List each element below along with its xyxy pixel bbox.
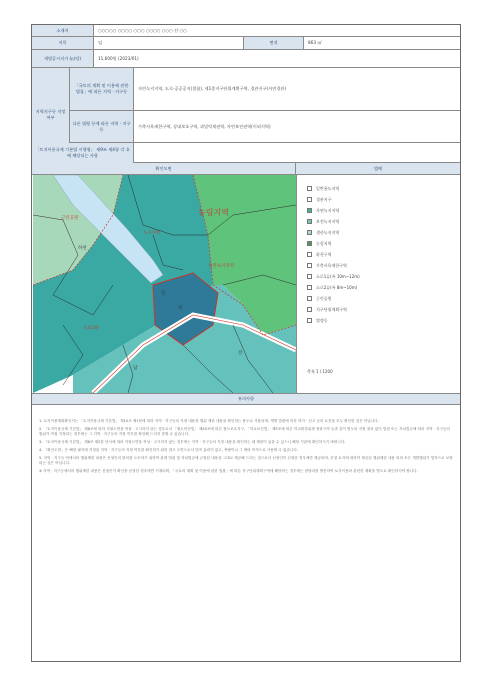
legend-swatch	[307, 252, 312, 257]
legend-label: 생산녹지지역	[316, 229, 340, 235]
legend-item	[307, 227, 461, 238]
map-section-title: 확인도면	[32, 163, 296, 174]
legend-item	[307, 194, 461, 205]
legend-label: 가축사육제한구역	[316, 262, 347, 268]
national-law-row	[70, 68, 460, 111]
site-map-drawing	[33, 175, 296, 393]
note-paragraph: 1. 토지이용계획확인서는 「토지이용규제 기본법」 제10조 제1항에 따라 지역 · 지구등의 지정 내용과 행위 제한 내용을 확인하는 용도로 사용되며, 개별 법령에 의한 허가 · 신고 등의 요건을 모두 확인한 것은 아닙니다.	[39, 419, 379, 423]
legend-item	[307, 315, 461, 326]
legend-swatch	[307, 241, 312, 246]
legend-swatch	[307, 263, 312, 268]
supplementary-row	[32, 143, 460, 163]
legend-label: 소로2류(폭 8m~10m)	[316, 284, 358, 290]
location-row	[32, 25, 460, 37]
map-label-natural-green: 자연녹지지역	[208, 264, 235, 269]
price-row	[32, 50, 460, 68]
supplementary-label: 「토지이용규제 기본법 시행령」 제9조 제4항 각 호에 해당되는 사항	[32, 143, 134, 163]
note-paragraph: 4. 「확인도면」은 해당 필지에 지정된 지역 · 지구등의 지정 여부를 확인하기 위한 참고 도면으로서 법적 효력이 없고, 측량이나 그 밖의 목적으로 사용할 수 없습니다.	[39, 448, 299, 452]
site-map	[33, 175, 296, 393]
other-law-row	[70, 111, 460, 143]
legend-item	[307, 205, 461, 216]
note-paragraph: 3. 「토지이용규제 기본법」 제8조 제2항 단서에 따라 지형도면을 작성 · 고시하지 않는 경우에는 지역 · 지구등의 지정 내용을 확인하는 데 제한이 있을 수 있으니 해당 기관에 확인하시기 바랍니다.	[39, 440, 346, 444]
legend-swatch	[307, 307, 312, 312]
legend-swatch	[307, 197, 312, 202]
supplementary-value	[134, 143, 460, 163]
land-use-certificate	[31, 24, 461, 662]
legend-item	[307, 271, 461, 282]
legend-label: 소로1류(폭 10m~12m)	[316, 273, 360, 279]
map-header-row	[32, 163, 460, 175]
legend-swatch	[307, 208, 312, 213]
legend-swatch	[307, 274, 312, 279]
legend-panel	[296, 175, 461, 393]
legend-label: 법정동	[316, 317, 328, 323]
legend-item	[307, 293, 461, 304]
legend-item	[307, 249, 461, 260]
map-label-lot-c: 전	[238, 351, 243, 356]
legend-item	[307, 238, 461, 249]
category-area-row	[32, 37, 460, 50]
category-label: 지목	[32, 37, 94, 49]
legend-list	[297, 183, 461, 326]
location-value: ○○○○○ ○○○○ ○○○ ○○○○ ○○○ 산 ○○	[98, 27, 187, 33]
note-paragraph: 5. 지역 · 지구등 안에서의 행위제한 내용은 신청인의 편의를 도모하기 위하여 관계 법령 및 자치법규에 규정된 내용을 그대로 제공해 드리는 것으로서 신청인이 신청한 경우에만 제공되며, 신청 토지에 대하여 제공된 행위제한 내용 외의 모든 개발행위가 법적으로 보장되는 것은 아닙니다.	[39, 456, 453, 465]
legend-item	[307, 183, 461, 194]
legend-label: 자연녹지지역	[316, 207, 340, 213]
notes-section-title: 유의사항	[237, 396, 255, 401]
map-label-river: 하천	[78, 246, 87, 251]
zoning-block	[32, 68, 460, 163]
legend-item	[307, 304, 461, 315]
legend-label: 지구단위계획구역	[316, 306, 347, 312]
other-law-label: 다른 법령 등에 따른 지역 · 지구등	[70, 111, 134, 142]
zoning-label: 지역지구등 지정여부	[32, 68, 70, 162]
map-label-lot-b: 임	[161, 291, 166, 296]
legend-swatch	[307, 285, 312, 290]
notes-body	[32, 411, 460, 661]
area-label: 면적	[244, 37, 304, 49]
national-law-value: 자연녹지지역, 도로·공공공지(접함), 제1종지구단위계획구역, 경관지구(자연경관)	[138, 86, 286, 91]
legend-label: 농림지역	[316, 240, 332, 246]
legend-label: 근린공원	[316, 295, 332, 301]
notes-header-row	[32, 393, 460, 405]
area-value: 863 ㎡	[308, 40, 322, 45]
note-paragraph: ※ 지역 · 지구등에서의 행위제한 내용은 신청인이 확인을 신청한 경우에만 기재되며, 「국토의 계획 및 이용에 관한 법률」에 따른 지구단위계획구역에 해당하는 경우에는 담당과를 방문하여 토지이용과 관련한 계획을 별도로 확인하셔야 합니다.	[39, 469, 418, 473]
legend-item	[307, 282, 461, 293]
location-label: 소재지	[32, 25, 94, 36]
price-label: 개별공시지가 (㎡당)	[32, 50, 94, 67]
legend-label: 하천구역	[316, 251, 332, 257]
legend-swatch	[307, 230, 312, 235]
map-label-lot-d: 답	[133, 366, 138, 371]
category-value: 임	[94, 37, 244, 49]
map-label-agricultural: 농림지역	[198, 208, 229, 217]
map-label-park: 근린공원	[61, 216, 79, 221]
other-law-value: 가축사육제한구역, 상대보호구역, 과밀억제권역, 자연보전권역(이외지역)	[138, 123, 271, 129]
legend-label: 보전녹지지역	[316, 218, 340, 224]
legend-label: 경관지구	[316, 196, 332, 202]
price-value: 11,600원 (2023/01)	[98, 55, 139, 61]
legend-item	[307, 260, 461, 271]
legend-swatch	[307, 219, 312, 224]
legend-swatch	[307, 318, 312, 323]
legend-swatch	[307, 186, 312, 191]
note-paragraph: 2. 「토지이용규제 기본법」 제8조에 따라 지형도면을 작성 · 고시하지 않는 경우로서 「철도안전법」 제45조에 따른 철도보호지구, 「학교보건법」 제5조에 따른 학교환경위생 정화구역 등과 같이 별도의 지정 절차 없이 법령 또는 자치법규에 따라 지역 · 지구등의 범위가 직접 지정되는 경우에는 그 지역 · 지구등의 지정 여부를 확인해 드리지 못할 수 있습니다.	[39, 427, 450, 436]
national-law-label: 「국토의 계획 및 이용에 관한 법률」에 따른 지역 · 지구등	[70, 68, 134, 110]
legend-label: 일반용도지역	[316, 185, 340, 191]
legend-section-title: 범례	[373, 165, 383, 171]
map-label-road: 소로1류	[83, 326, 99, 331]
legend-item	[307, 216, 461, 227]
legend-swatch	[307, 296, 312, 301]
map-label-lot-a: 대	[178, 306, 183, 311]
map-label-urban: 도시지역	[143, 231, 161, 236]
map-scale: 축척 1 / 1200	[307, 369, 333, 374]
